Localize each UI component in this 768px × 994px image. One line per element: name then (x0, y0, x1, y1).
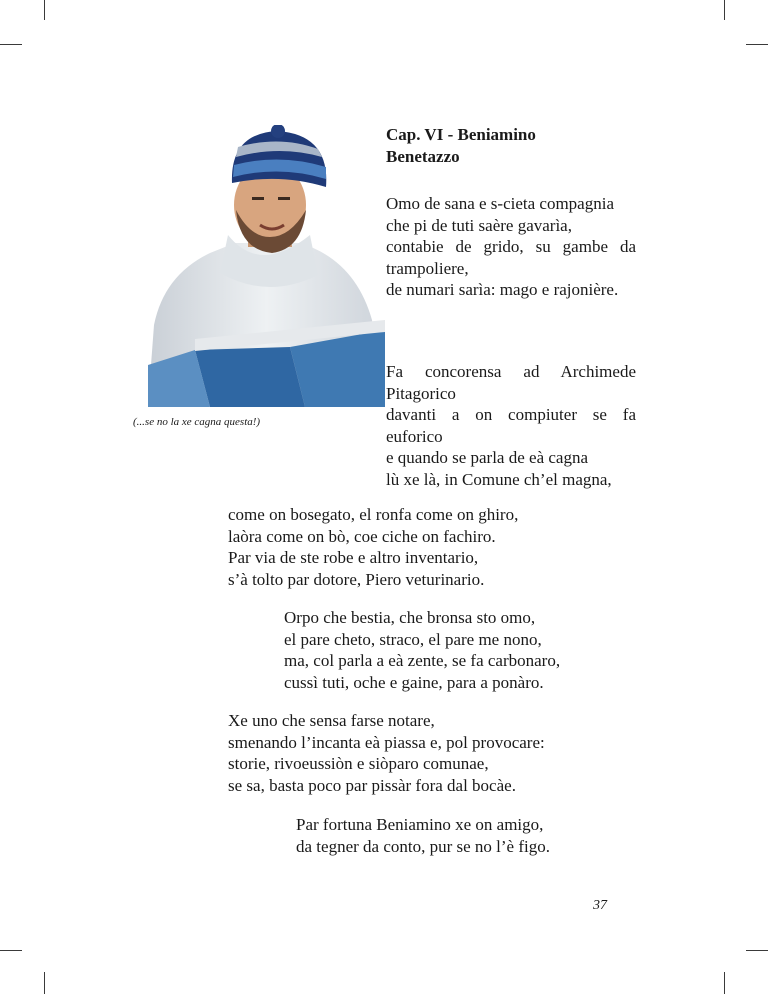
crop-mark (724, 0, 725, 20)
verse-line: smenando l’incanta eà piassa e, pol provocare: (228, 732, 545, 752)
verse-line: come on bosegato, el ronfa come on ghiro, (228, 505, 519, 524)
verse-line: Omo de sana e s-cieta compagnia (386, 194, 614, 213)
verse-line: s’à tolto par dotore, Piero veturinario. (228, 569, 485, 589)
verse-line: che pi de tuti saère gavarìa, (386, 215, 572, 235)
crop-mark (746, 44, 768, 45)
crop-mark (0, 950, 22, 951)
verse-line: cussì tuti, oche e gaine, para a ponàro. (284, 672, 544, 692)
verse-line: Fa concorensa ad Archimede Pitagorico (386, 362, 636, 403)
verse-line: da tegner da conto, pur se no l’è figo. (296, 836, 550, 856)
stanza-4 (228, 710, 545, 796)
stanza-2-continued (228, 504, 518, 590)
verse-line: se sa, basta poco par pissàr fora dal bocàe. (228, 775, 516, 795)
stanza-2 (386, 361, 636, 490)
stanza-3 (284, 607, 560, 693)
verse-line: Par fortuna Beniamino xe on amigo, (296, 815, 544, 834)
crop-mark (44, 0, 45, 20)
verse-line: de numari sarìa: mago e rajonière. (386, 280, 619, 299)
chapter-title (386, 124, 636, 168)
verse-line: ma, col parla a eà zente, se fa carbonaro, (284, 651, 561, 670)
stanza-5 (296, 814, 550, 857)
title-line: Benetazzo (386, 147, 460, 166)
crop-mark (44, 972, 45, 994)
verse-line: contabie de grido, su gambe da trampoliere, (386, 237, 636, 278)
verse-line: laòra come on bò, coe ciche on fachiro. (228, 526, 496, 546)
verse-line: el pare cheto, straco, el pare me nono, (284, 629, 542, 649)
crop-mark (724, 972, 725, 994)
verse-line: Orpo che bestia, che bronsa sto omo, (284, 608, 536, 627)
crop-mark (746, 950, 768, 951)
portrait-photo (140, 125, 385, 407)
verse-line: storie, rivoeussiòn e siòparo comunae, (228, 754, 489, 773)
verse-line: Xe uno che sensa farse notare, (228, 711, 435, 730)
crop-mark (0, 44, 22, 45)
stanza-1 (386, 193, 636, 301)
verse-line: lù xe là, in Comune ch’el magna, (386, 469, 612, 489)
page-number: 37 (593, 898, 607, 913)
title-line: Cap. VI - Beniamino (386, 125, 536, 144)
verse-line: Par via de ste robe e altro inventario, (228, 548, 479, 567)
photo-caption: (...se no la xe cagna questa!) (133, 416, 261, 428)
verse-line: davanti a on compiuter se fa euforico (386, 405, 636, 446)
verse-line: e quando se parla de eà cagna (386, 448, 588, 467)
